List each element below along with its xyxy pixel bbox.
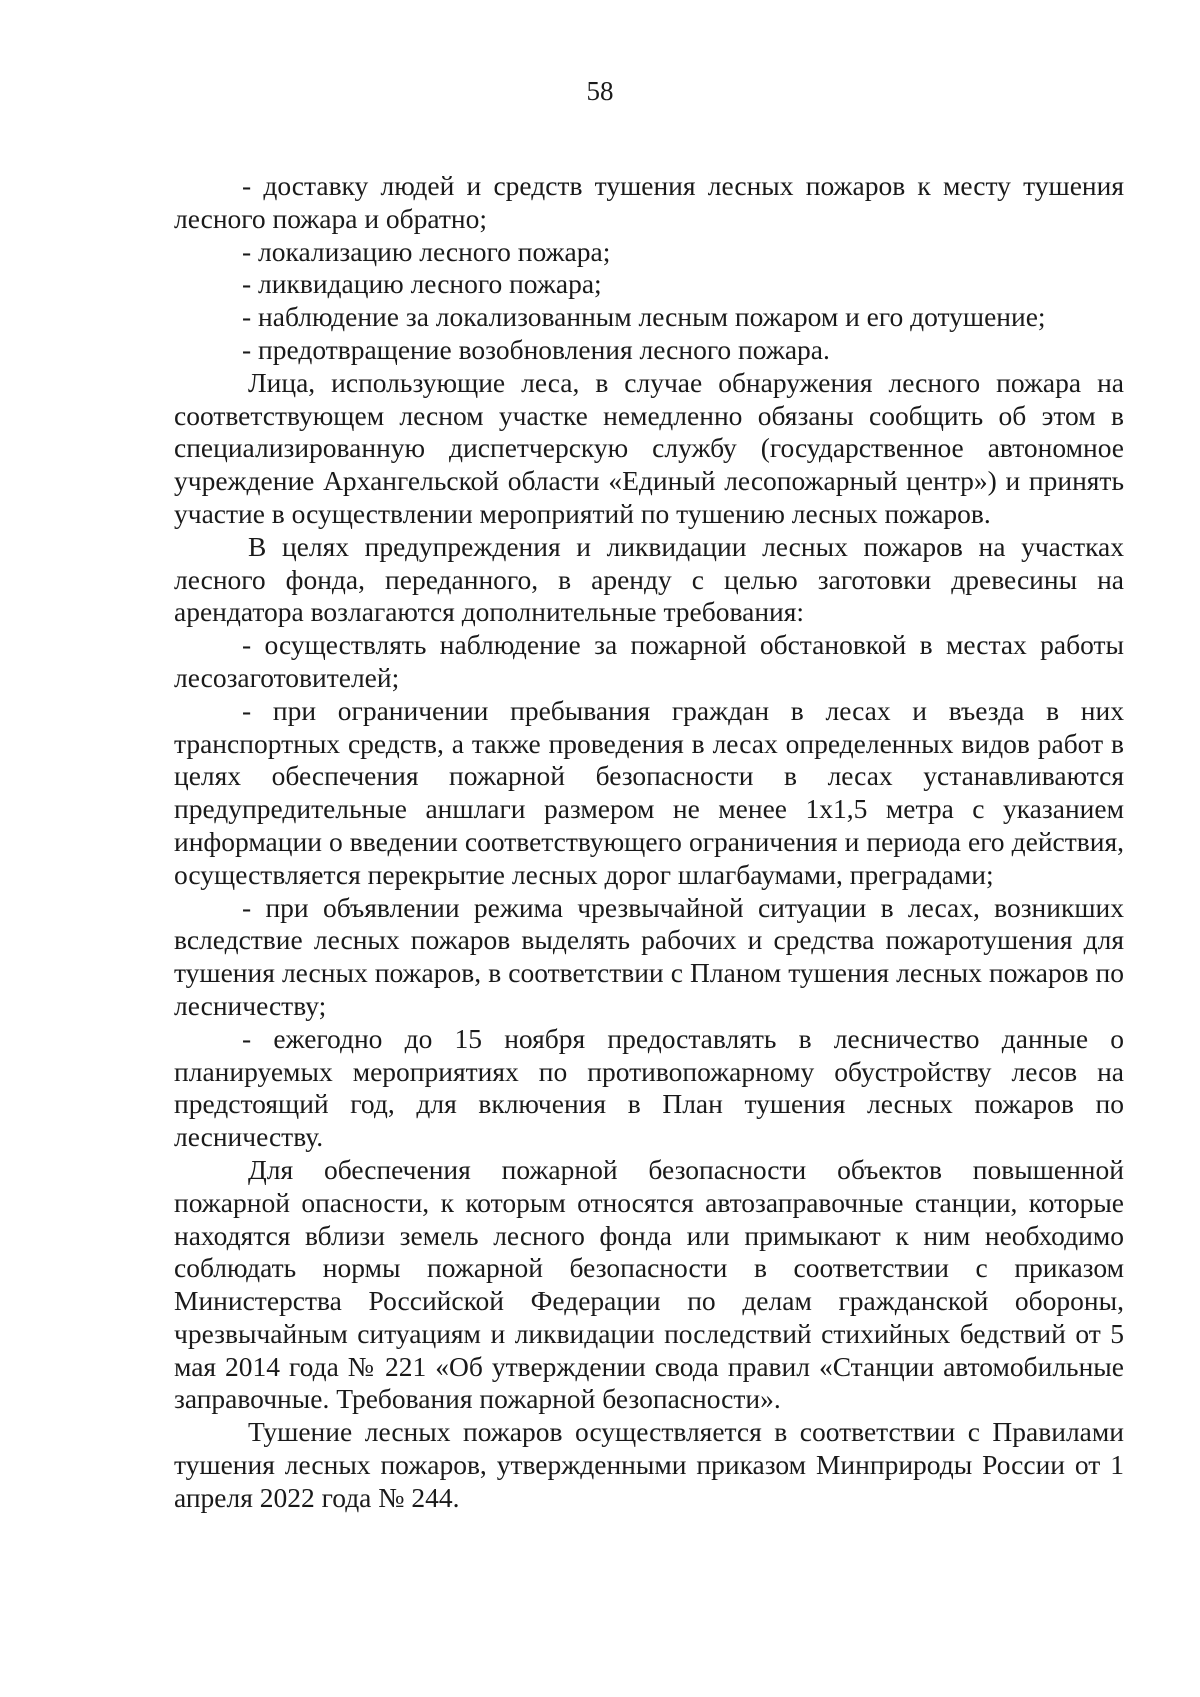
- list-item: - ежегодно до 15 ноября предоставлять в лесничество данные о планируемых мероприятиях по противопожарному обустройству лесов на предстоящий год, для включения в План тушения лесных пожаров по лесничеству.: [174, 1022, 1124, 1153]
- list-item: - наблюдение за локализованным лесным пожаром и его дотушение;: [242, 301, 1046, 333]
- paragraph: Лица, использующие леса, в случае обнаружения лесного пожара на соответствующем лесном участке немедленно обязаны сообщить об этом в специализированную диспетчерскую службу (государственное автономное учреждение Архангельской области «Единый лесопожарный центр») и принять участие в осуществлении мероприятий по тушению лесных пожаров.: [174, 366, 1124, 529]
- list-item: - осуществлять наблюдение за пожарной обстановкой в местах работы лесозаготовителей;: [174, 629, 1124, 693]
- paragraph: В целях предупреждения и ликвидации лесных пожаров на участках лесного фонда, переданного, в аренду с целью заготовки древесины на арендатора возлагаются дополнительные требования:: [174, 530, 1124, 628]
- page-number: 58: [586, 76, 614, 106]
- list-item: - ликвидацию лесного пожара;: [242, 268, 602, 300]
- list-item: - локализацию лесного пожара;: [242, 235, 611, 267]
- document-body: [174, 170, 1124, 1515]
- list-item: - при объявлении режима чрезвычайной ситуации в лесах, возникших вследствие лесных пожаров выделять рабочих и средства пожаротушения для тушения лесных пожаров, в соответствии с Планом тушения лесных пожаров по лесничеству;: [174, 891, 1124, 1021]
- paragraph: Для обеспечения пожарной безопасности объектов повышенной пожарной опасности, к которым относятся автозаправочные станции, которые находятся вблизи земель лесного фонда или примыкают к ним необходимо соблюдать нормы пожарной безопасности в соответствии с приказом Министерства Российской Федерации по делам гражданской обороны, чрезвычайным ситуациям и ликвидации последствий стихийных бедствий от 5 мая 2014 года № 221 «Об утверждении свода правил «Станции автомобильные заправочные. Требования пожарной безопасности».: [174, 1153, 1124, 1415]
- list-item: - предотвращение возобновления лесного пожара.: [242, 333, 830, 365]
- paragraph: Тушение лесных пожаров осуществляется в соответствии с Правилами тушения лесных пожаров, утвержденными приказом Минприроды России от 1 апреля 2022 года № 244.: [174, 1416, 1124, 1513]
- list-item: - доставку людей и средств тушения лесных пожаров к месту тушения лесного пожара и обратно;: [174, 170, 1124, 234]
- list-item: - при ограничении пребывания граждан в лесах и въезда в них транспортных средств, а также проведения в лесах определенных видов работ в целях обеспечения пожарной безопасности в лесах устанавливаются предупредительные аншлаги размером не менее 1х1,5 метра с указанием информации о введении соответствующего ограничения и периода его действия, осуществляется перекрытие лесных дорог шлагбаумами, преградами;: [174, 694, 1124, 890]
